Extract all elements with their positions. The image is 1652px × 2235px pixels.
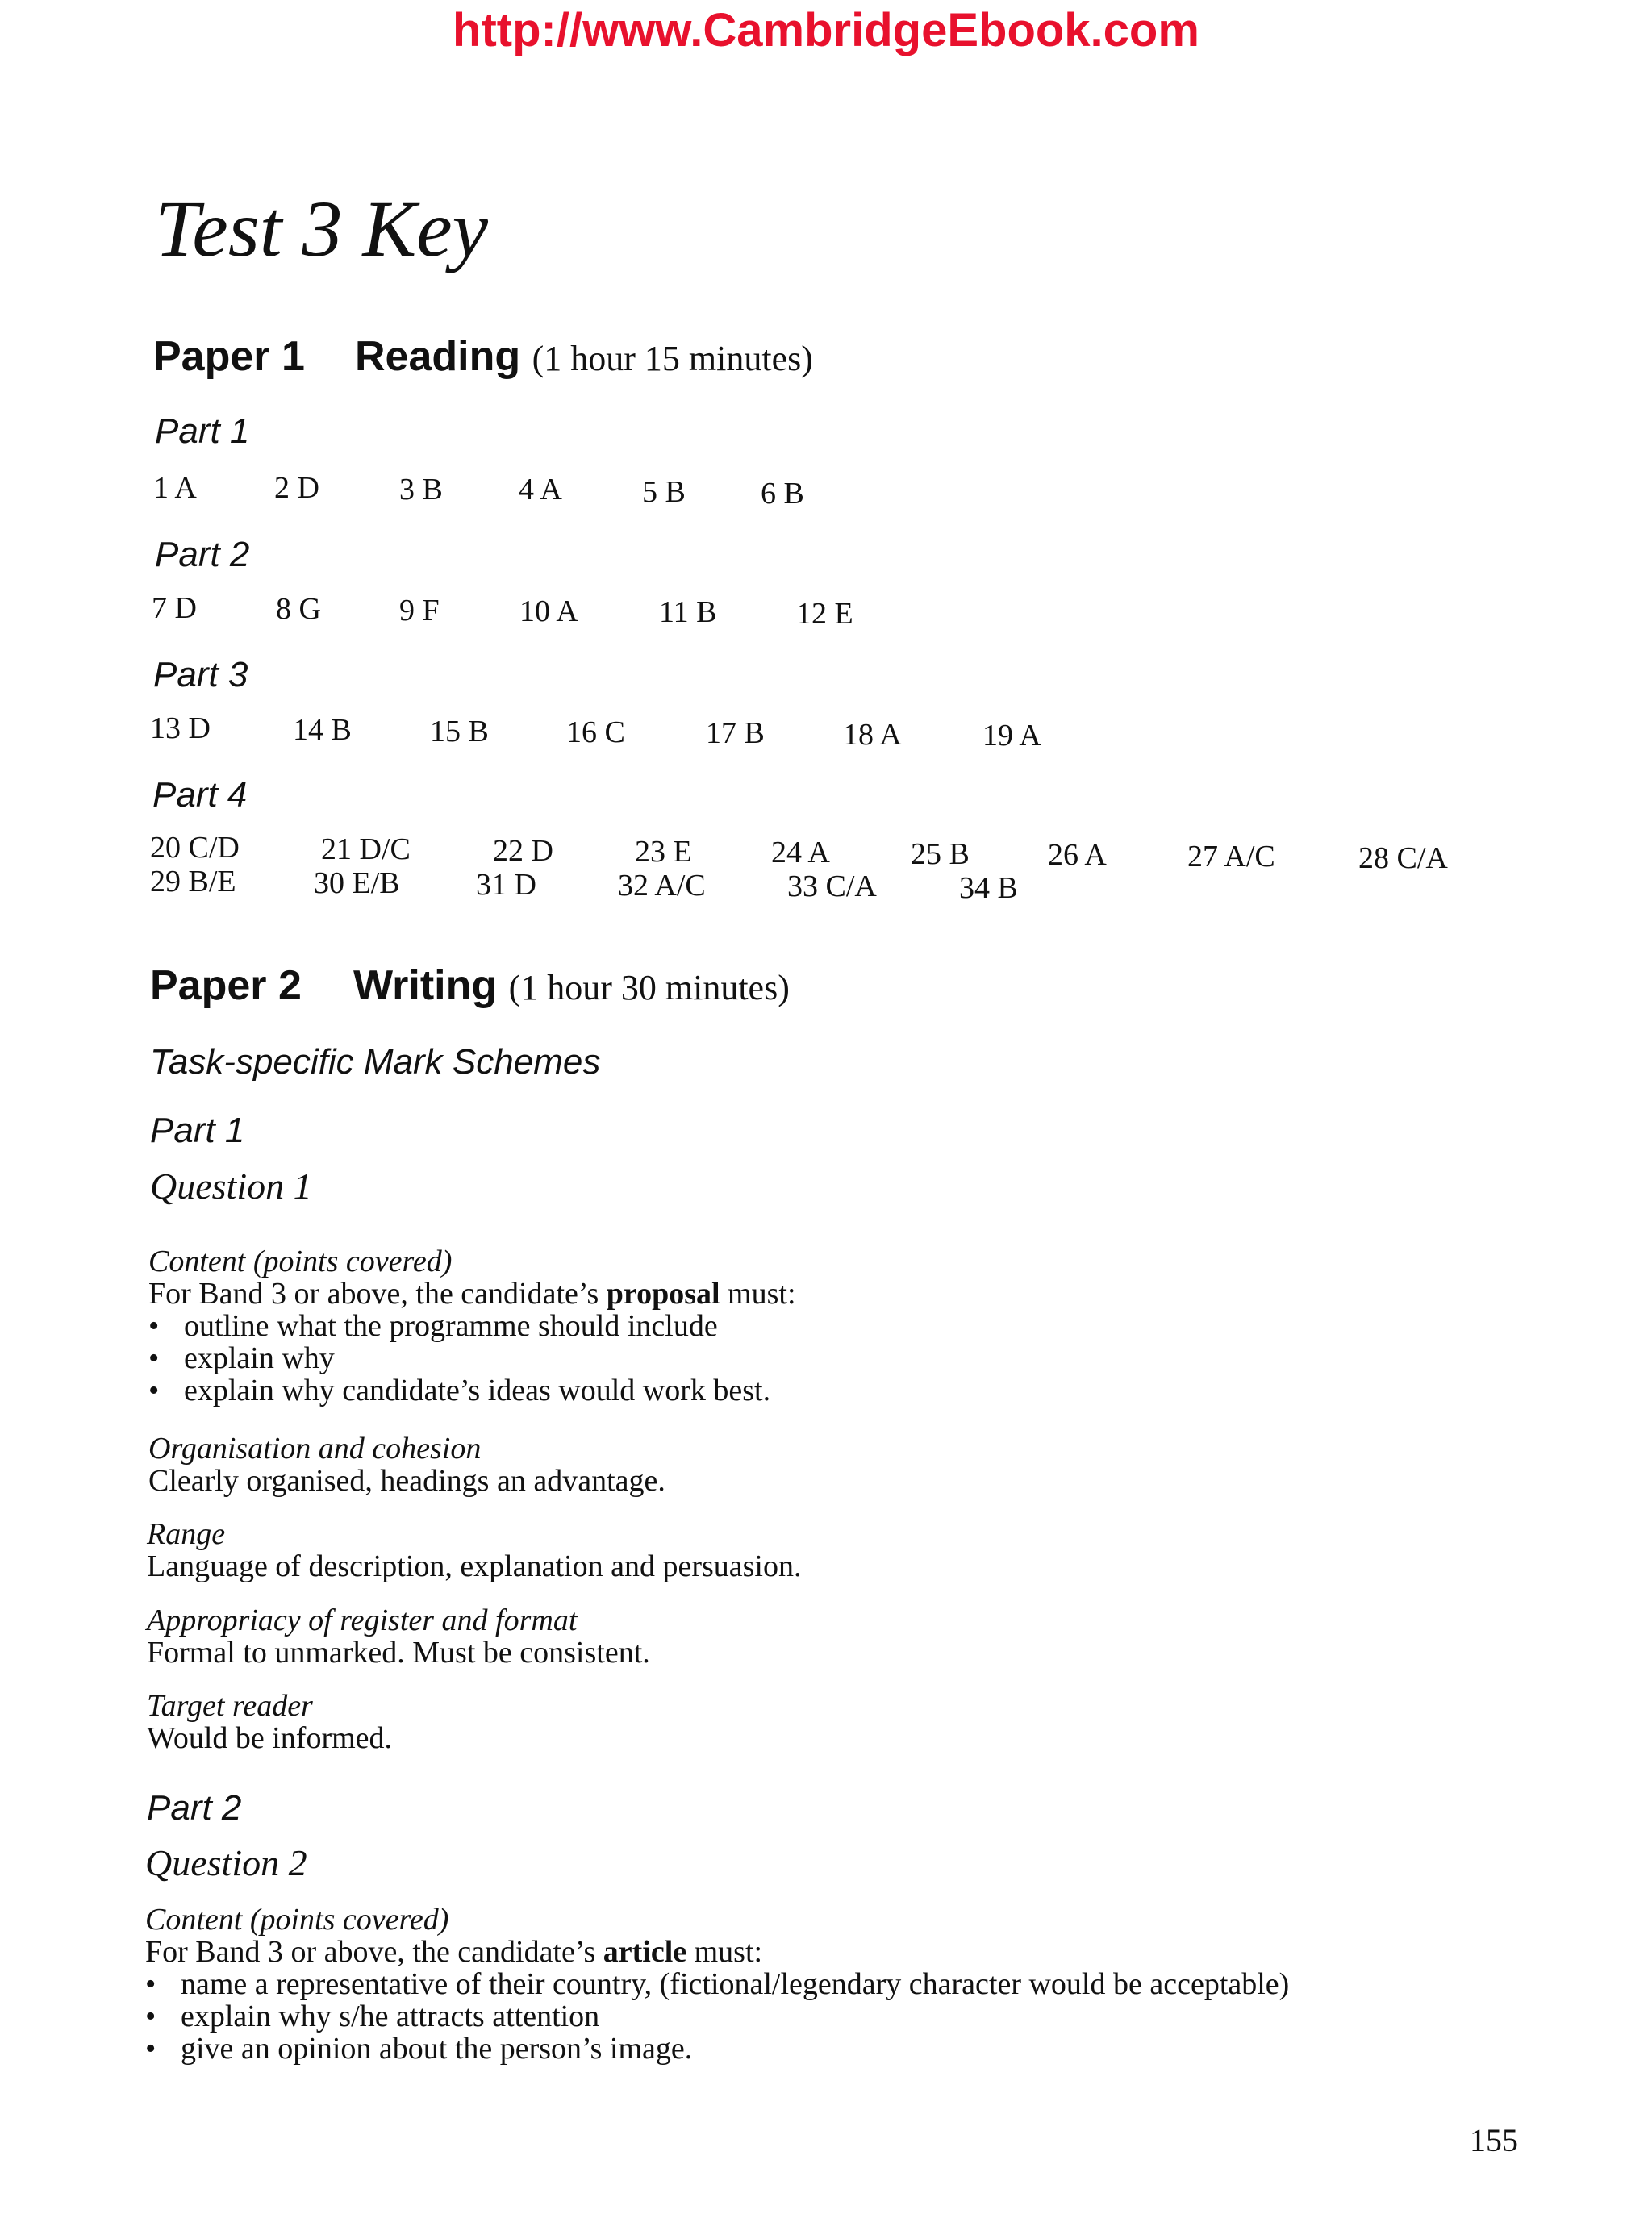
q1-range-section [147, 1518, 801, 1582]
answer: 26 A [1048, 838, 1107, 872]
answer: 30 E/B [314, 866, 400, 900]
p1-part4-label: Part 4 [152, 775, 248, 815]
answer: 25 B [911, 837, 970, 871]
q1-appropriacy-section [147, 1604, 650, 1669]
p1-part3-label: Part 3 [153, 655, 248, 694]
paper2-name: Writing [353, 962, 498, 1009]
answer: 15 B [430, 715, 489, 748]
answer: 4 A [519, 473, 562, 507]
answer: 14 B [293, 713, 352, 747]
bullet-item: • explain why s/he attracts attention [145, 1999, 600, 2033]
q1-organisation-text: Clearly organised, headings an advantage. [148, 1464, 665, 1498]
bullet-item: • name a representative of their country, (fictional/legendary character would be acceptable) [145, 1967, 1290, 2001]
p2-part2-label: Part 2 [147, 1788, 242, 1828]
paper2-number: Paper 2 [150, 962, 302, 1009]
watermark-url: http://www.CambridgeEbook.com [453, 4, 1199, 56]
q2-content-section [145, 1904, 1289, 2065]
q1-appropriacy-text: Formal to unmarked. Must be consistent. [147, 1636, 650, 1670]
answer: 34 B [959, 871, 1018, 905]
paper2-duration: (1 hour 30 minutes) [508, 968, 790, 1007]
question-2-heading: Question 2 [145, 1842, 307, 1883]
answer: 12 E [796, 597, 853, 631]
answer: 7 D [152, 591, 197, 625]
answer: 8 G [276, 592, 321, 626]
answer: 3 B [399, 473, 443, 507]
answer: 11 B [659, 595, 717, 629]
q1-range-label: Range [147, 1517, 226, 1551]
paper1-name: Reading [355, 333, 521, 380]
answer: 20 C/D [150, 831, 240, 865]
paper1-heading [153, 332, 813, 381]
answer: 27 A/C [1187, 840, 1275, 874]
question-1-heading: Question 1 [150, 1165, 312, 1207]
q1-target-reader-label: Target reader [147, 1689, 313, 1723]
p2-part1-label: Part 1 [150, 1111, 245, 1150]
answer: 13 D [150, 711, 211, 745]
q1-appropriacy-label: Appropriacy of register and format [147, 1603, 578, 1637]
answer: 19 A [982, 719, 1041, 753]
page-title: Test 3 Key [155, 184, 488, 273]
answer: 32 A/C [618, 869, 706, 903]
p1-part1-label: Part 1 [155, 411, 250, 451]
paper2-heading [150, 961, 790, 1010]
answer: 22 D [493, 834, 553, 868]
bullet-item: • give an opinion about the person’s image. [145, 2032, 693, 2066]
q1-organisation-section [148, 1432, 665, 1497]
bullet-item: • explain why candidate’s ideas would work best. [148, 1374, 771, 1407]
answer: 21 D/C [321, 832, 411, 866]
answer: 33 C/A [787, 869, 877, 903]
q2-content-label: Content (points covered) [145, 1903, 449, 1937]
paper1-duration: (1 hour 15 minutes) [532, 339, 813, 378]
answer: 10 A [519, 594, 578, 628]
q1-range-text: Language of description, explanation and persuasion. [147, 1549, 802, 1583]
answer: 28 C/A [1358, 841, 1448, 875]
answer: 2 D [274, 471, 319, 505]
answer: 18 A [843, 718, 902, 752]
answer: 9 F [399, 594, 440, 628]
answer: 24 A [771, 836, 830, 869]
q1-content-section [148, 1245, 796, 1407]
p1-part2-label: Part 2 [155, 535, 250, 574]
answer: 16 C [566, 715, 625, 749]
q1-organisation-label: Organisation and cohesion [148, 1432, 482, 1466]
page-number: 155 [1470, 2122, 1518, 2158]
answer: 1 A [153, 471, 197, 505]
answer: 29 B/E [150, 865, 236, 899]
bullet-item: • explain why [148, 1341, 335, 1375]
q1-content-intro: For Band 3 or above, the candidate’s proposal must: [148, 1277, 796, 1311]
bullet-item: • outline what the programme should include [148, 1309, 718, 1343]
answer: 17 B [706, 716, 765, 750]
q2-content-intro: For Band 3 or above, the candidate’s article must: [145, 1935, 763, 1969]
answer: 5 B [642, 475, 686, 509]
q1-target-reader-section [147, 1690, 392, 1754]
mark-schemes-heading: Task-specific Mark Schemes [150, 1042, 601, 1082]
answer: 6 B [761, 477, 804, 511]
paper1-number: Paper 1 [153, 333, 305, 380]
q1-target-reader-text: Would be informed. [147, 1721, 393, 1755]
answer: 31 D [476, 868, 536, 902]
answer: 23 E [635, 835, 692, 869]
q1-content-label: Content (points covered) [148, 1245, 453, 1278]
